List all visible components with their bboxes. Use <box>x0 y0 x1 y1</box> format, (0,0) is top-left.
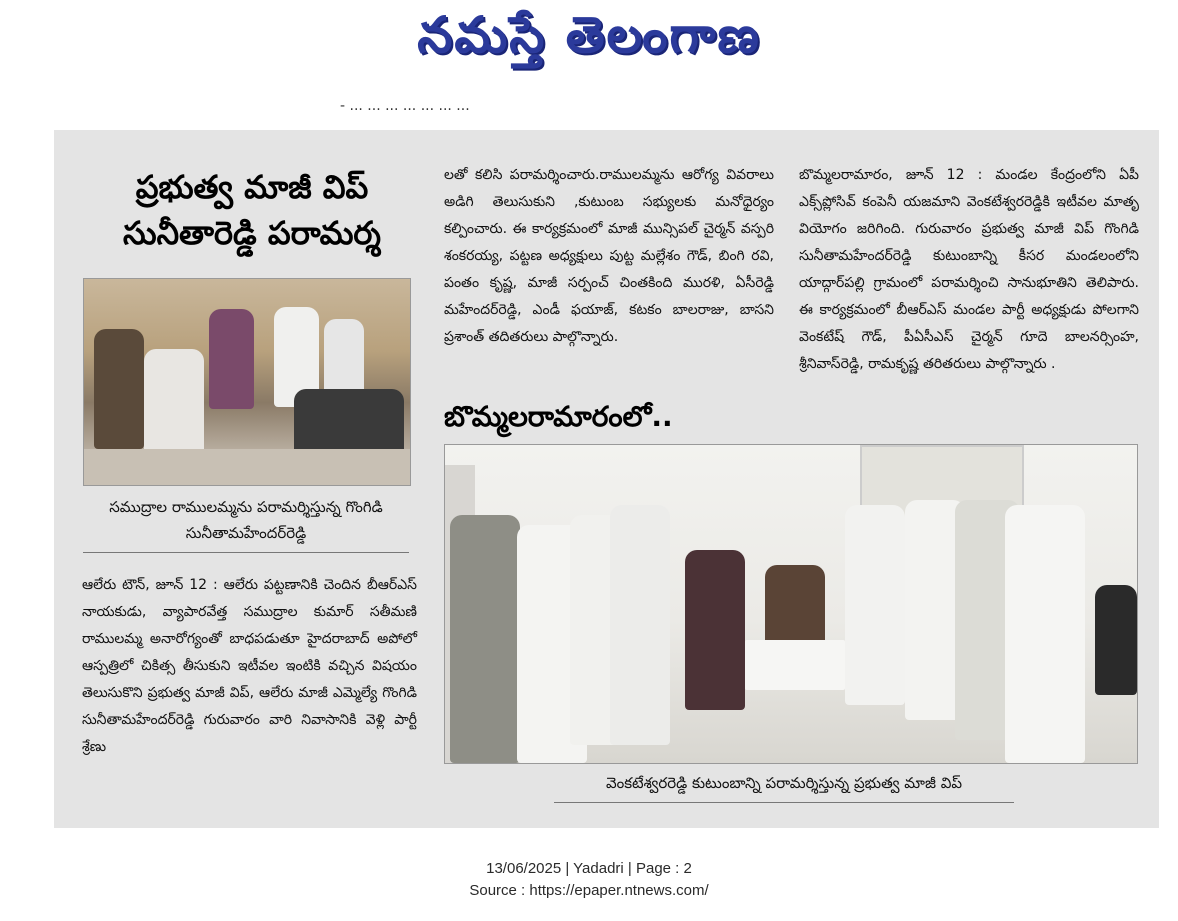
cut-off-text-strip <box>340 92 780 114</box>
masthead <box>0 0 1178 90</box>
article-clipping <box>54 130 1159 828</box>
article-subheading: బొమ్మలరామారంలో.. <box>444 400 673 433</box>
article-headline: ప్రభుత్వ మాజీ విప్ సునీతారెడ్డి పరామర్శ <box>123 168 381 252</box>
photo-caption-home-visit: సముద్రాల రాములమ్మను పరామర్శిస్తున్న గొంగిడి సునీతామహేందర్‌రెడ్డి <box>83 494 409 553</box>
newspaper-logo: నమస్తే తెలంగాణ <box>417 6 761 64</box>
source-link[interactable]: Source : https://epaper.ntnews.com/ <box>469 882 709 899</box>
cut-off-text: - ... ... ... ... ... ... ... <box>340 98 470 114</box>
photo-home-visit <box>83 278 411 486</box>
article-body-column-1: ఆలేరు టౌన్, జూన్ 12 : ఆలేరు పట్టణానికి చెందిన బీఆర్ఎస్ నాయకుడు, వ్యాపారవేత్త సముద్రాల కుమార్ సతీమణి రాములమ్మ అనారోగ్యంతో బాధపడుతూ హైదరాబాద్ అపోలో ఆస్పత్రిలో చికిత్స తీసుకుని ఇటీవల ఇంటికి వచ్చిన విషయం తెలుసుకొని ప్రభుత్వ మాజీ విప్, ఆలేరు మాజీ ఎమ్మెల్యే గొంగిడి సునీతామహేందర్‌రెడ్డి గురువారం వారి నివాసానికి వెళ్లి పార్టీ శ్రేణు <box>82 577 417 755</box>
photo-caption-condolence-visit: వెంకటేశ్వరరెడ్డి కుటుంబాన్ని పరామర్శిస్తున్న ప్రభుత్వ మాజీ విప్ <box>554 770 1014 803</box>
article-body-column-3: బొమ్మలరామారం, జూన్ 12 : మండల కేంద్రంలోని ఏపీ ఎక్స్‌ప్లోసివ్ కంపెనీ యజమాని వెంకటేశ్వరరెడ్డికి ఇటీవల మాతృ వియోగం జరిగింది. గురువారం ప్రభుత్వ మాజీ విప్ గొంగిడి సునీతామహేందర్‌రెడ్డి కుటుంబాన్ని కీసర మండలంలోని యాద్గార్‌పల్లి గ్రామంలో పరామర్శించి సానుభూతిని తెలిపారు. ఈ కార్యక్రమంలో బీఆర్ఎస్ మండల పార్టీ అధ్యక్షుడు పోలగాని వెంకటేష్ గౌడ్, పీఏసీఎస్ చైర్మన్ గూదె బాలనర్సింహ, శ్రీనివాస్‌రెడ్డి, రామకృష్ణ తరితరులు పాల్గొన్నారు . <box>799 167 1139 372</box>
page-footer <box>0 858 1178 902</box>
edition-info: 13/06/2025 | Yadadri | Page : 2 <box>486 860 692 877</box>
article-body-column-2: లతో కలిసి పరామర్శించారు.రాములమ్మను ఆరోగ్య వివరాలు అడిగి తెలుసుకుని ,కుటుంబ సభ్యులకు మనోధైర్యం కల్పించారు. ఈ కార్యక్రమంలో మాజీ మున్సిపల్ చైర్మన్ వస్పరి శంకరయ్య, పట్టణ అధ్యక్షులు పుట్ట మల్లేశం గౌడ్, బింగి రవి, పంతం కృష్ణ, మాజీ సర్పంచ్ చింతకింది మురళి, ఏసీరెడ్డి మహేందర్‌రెడ్డి, ఎండీ ఫయాజ్, కటకం బాలరాజు, బాసని ప్రశాంత్ తదితరులు పాల్గొన్నారు. <box>444 167 774 345</box>
photo-condolence-visit <box>444 444 1138 764</box>
